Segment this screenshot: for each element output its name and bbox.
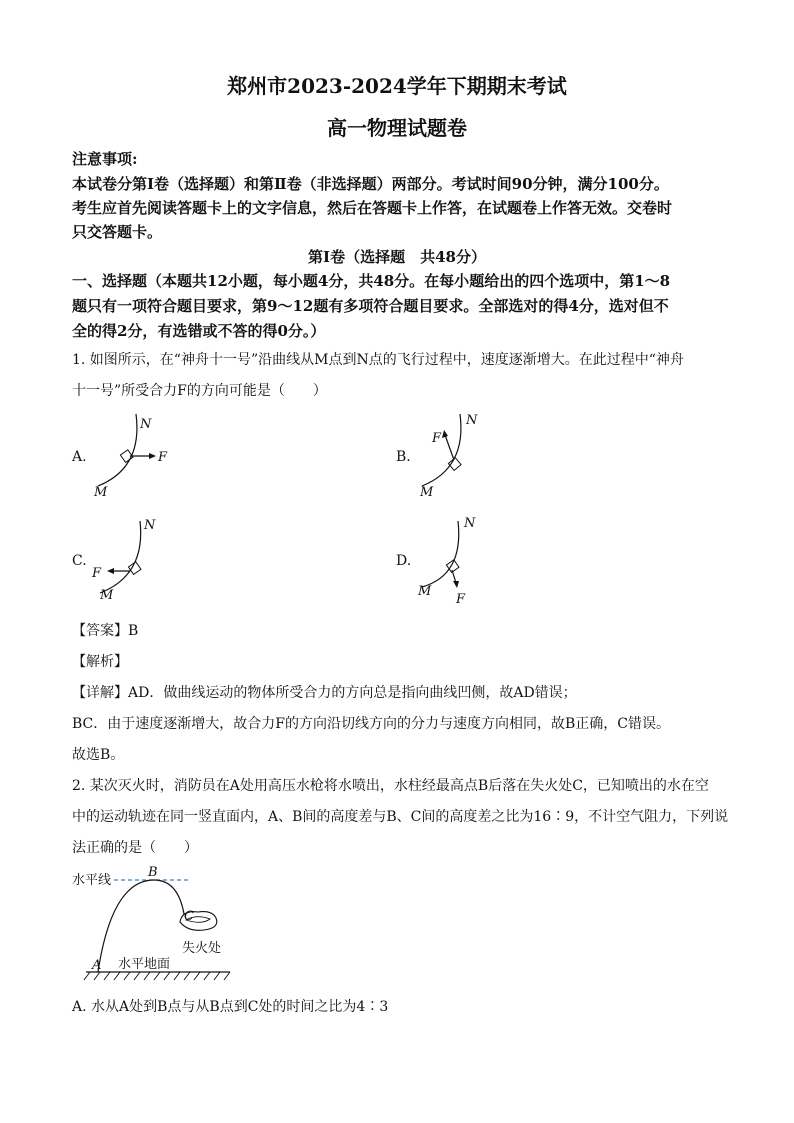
q1-option-b-diagram	[412, 408, 522, 500]
exam-subtitle: 高一物理试题卷	[327, 116, 467, 140]
q2-diagram	[70, 862, 240, 984]
q2-option-a: A. 水从A处到B点与从B点到C处的时间之比为4∶3	[72, 999, 389, 1015]
q1-option-c-diagram	[88, 515, 198, 607]
q1-answer	[72, 620, 138, 640]
q2-label-horizontal-line: 水平线	[72, 873, 112, 888]
q1-stem-line-1: 1. 如图所示，在“神舟十一号”沿曲线从M点到N点的飞行过程中，速度逐渐增大。在此过程中“神舟	[72, 352, 684, 368]
q1-a-label-n: N	[140, 417, 152, 432]
notes-line-3: 只交答题卡。	[72, 223, 163, 241]
q1-option-b-letter: B.	[396, 449, 411, 465]
notes-line-2: 考生应首先阅读答题卡上的文字信息，然后在答题卡上作答，在试题卷上作答无效。交卷时	[72, 199, 673, 217]
q1-d-label-n: N	[464, 516, 476, 531]
q1-b-label-f: F	[432, 431, 442, 446]
q1-a-label-f: F	[158, 450, 168, 465]
q1-option-c-letter: C.	[72, 553, 87, 569]
notes-line-1: 本试卷分第Ⅰ卷（选择题）和第Ⅱ卷（非选择题）两部分。考试时间90分钟，满分100分。	[72, 175, 669, 193]
q1-detail-2: BC．由于速度逐渐增大，故合力F的方向沿切线方向的分力与速度方向相同，故B正确，C错误。	[72, 716, 670, 732]
q1-d-label-m: M	[418, 584, 432, 599]
answer-value: B	[128, 623, 139, 639]
detail-text-1: AD．做曲线运动的物体所受合力的方向总是指向曲线凹侧，故AD错误；	[128, 685, 577, 701]
q2-stem-line-3: 法正确的是（ ）	[72, 840, 198, 856]
answer-label: 【答案】	[72, 623, 128, 639]
q1-a-label-m: M	[94, 485, 108, 500]
exam-title: 郑州市2023-2024学年下期期末考试	[227, 74, 567, 98]
q1-option-a-letter: A.	[72, 449, 87, 465]
notes-heading: 注意事项:	[72, 150, 138, 168]
q1-conclusion: 故选B。	[72, 747, 125, 763]
part1-heading: 第Ⅰ卷（选择题 共48分）	[308, 248, 486, 266]
q1-b-label-m: M	[420, 485, 434, 500]
q1-option-d-diagram	[412, 515, 522, 607]
q2-label-b: B	[148, 865, 158, 880]
q1-option-d-letter: D.	[396, 553, 412, 569]
detail-label: 【详解】	[72, 685, 128, 701]
part1-instruction-2: 题只有一项符合题目要求，第9～12题有多项符合题目要求。全部选对的得4分，选对但不	[72, 297, 669, 315]
q2-label-a: A	[92, 958, 102, 973]
q2-stem-line-2: 中的运动轨迹在同一竖直面内，A、B间的高度差与B、C间的高度差之比为16∶9，不计空气阻力，下列说	[72, 809, 729, 825]
q2-label-c: C	[184, 909, 194, 924]
q1-b-label-n: N	[466, 413, 478, 428]
part1-instruction-3: 全的得2分，有选错或不答的得0分。）	[72, 322, 326, 340]
q1-c-label-n: N	[144, 518, 156, 533]
q2-stem-line-1: 2. 某次灭火时，消防员在A处用高压水枪将水喷出，水柱经最高点B后落在失火处C，已知喷出的水在空	[72, 778, 709, 794]
q1-analysis-label: 【解析】	[72, 654, 128, 670]
q1-c-label-f: F	[92, 566, 102, 581]
q2-label-fire: 失火处	[182, 941, 222, 956]
q1-stem-line-2: 十一号”所受合力F的方向可能是（ ）	[72, 383, 327, 399]
q2-label-ground: 水平地面	[118, 957, 171, 972]
q1-option-a-diagram	[88, 408, 198, 500]
q1-c-label-m: M	[100, 588, 114, 603]
q1-d-label-f: F	[456, 592, 466, 607]
q1-detail-1	[72, 682, 577, 702]
part1-instruction-1: 一、选择题（本题共12小题，每小题4分，共48分。在每小题给出的四个选项中，第1～8	[72, 272, 671, 290]
